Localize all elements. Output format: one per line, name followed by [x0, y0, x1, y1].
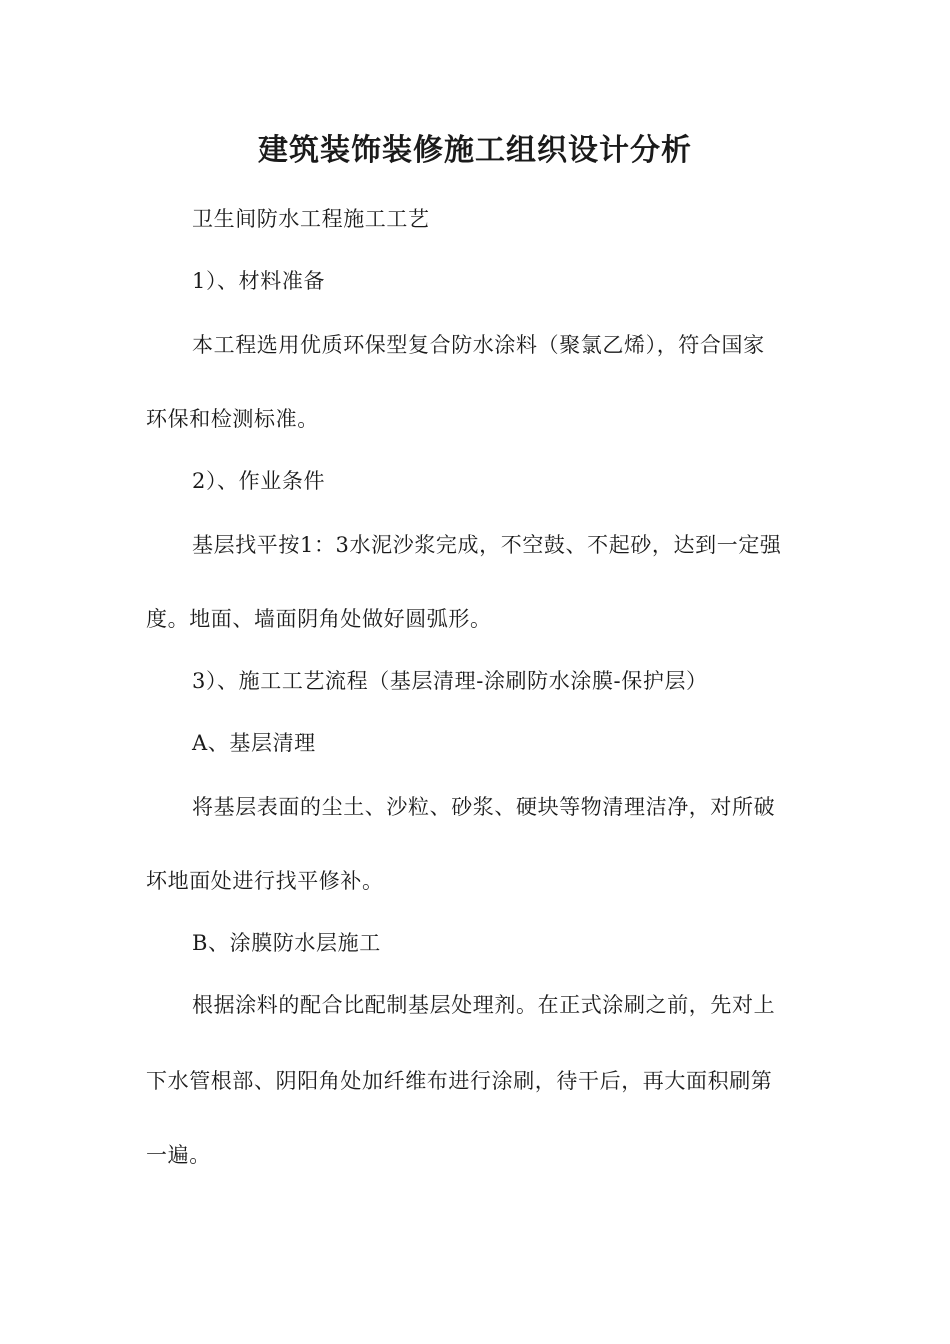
subsection-heading: 1）、材料准备 [192, 269, 326, 293]
paragraph-line: 度。地面、墙面阴角处做好圆弧形。 [146, 607, 492, 631]
document-title: 建筑装饰装修施工组织设计分析 [258, 133, 692, 168]
subsection-heading: 2）、作业条件 [192, 469, 326, 493]
subsection-heading: 3）、施工工艺流程（基层清理-涂刷防水涂膜-保护层） [192, 669, 708, 693]
paragraph-line: 一遍。 [146, 1143, 211, 1167]
step-heading: B、涂膜防水层施工 [192, 931, 381, 955]
paragraph-line: 基层找平按1：3水泥沙浆完成，不空鼓、不起砂，达到一定强 [192, 533, 782, 557]
paragraph-line: 将基层表面的尘土、沙粒、砂浆、硬块等物清理洁净，对所破 [192, 795, 776, 819]
paragraph-line: 根据涂料的配合比配制基层处理剂。在正式涂刷之前，先对上 [192, 993, 776, 1017]
section-heading: 卫生间防水工程施工工艺 [192, 207, 430, 231]
paragraph-line: 本工程选用优质环保型复合防水涂料（聚氯乙烯），符合国家 [192, 333, 765, 357]
paragraph-line: 坏地面处进行找平修补。 [146, 869, 384, 893]
paragraph-line: 下水管根部、阴阳角处加纤维布进行涂刷，待干后，再大面积刷第 [146, 1069, 773, 1093]
step-heading: A、基层清理 [192, 731, 316, 755]
paragraph-line: 环保和检测标准。 [146, 407, 319, 431]
